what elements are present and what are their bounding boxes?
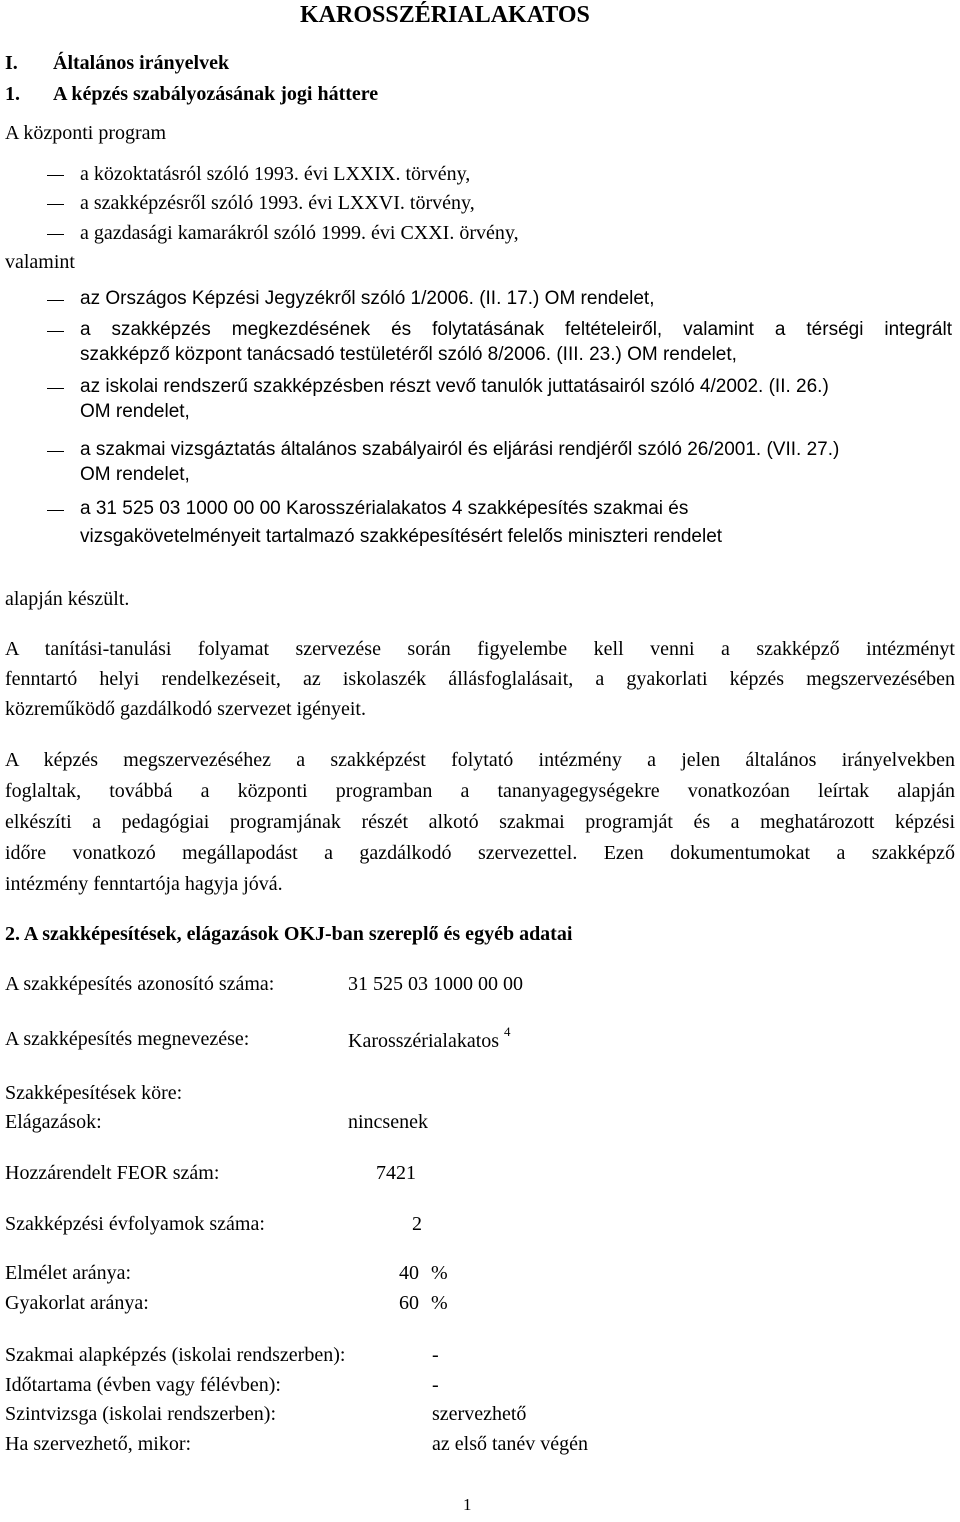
list-dash [47,175,64,176]
paragraph-1 [5,634,955,724]
field-value: nincsenek [348,1111,428,1133]
field-value: 40 [399,1262,419,1284]
field-label: A szakképesítés azonosító száma: [5,973,275,995]
field-value-text: Karosszérialakatos [348,1030,500,1052]
field-value: - [432,1374,439,1396]
field-label: Szakképzési évfolyamok száma: [5,1213,265,1235]
list-dash [47,331,64,332]
footnote-marker: 4 [504,1024,511,1040]
list-item-continuation: OM rendelet, [80,464,190,485]
field-label: Szintvizsga (iskolai rendszerben): [5,1403,277,1425]
section-number: I. [5,52,18,74]
list-dash [47,510,64,511]
field-label: Gyakorlat aránya: [5,1292,149,1314]
paragraph-line: foglaltak, továbbá a központi programban a tananyagegységekre vonatkozóan leírtak alapján [5,780,955,802]
field-label: Szakképesítések köre: [5,1082,183,1104]
list-item: a szakmai vizsgáztatás általános szabályairól és eljárási rendjéről szóló 26/2001. (VII. 27.) [80,439,840,460]
subsection-number: 1. [5,83,20,105]
percent-sign: % [431,1262,448,1284]
field-value: - [432,1344,439,1366]
paragraph-line: A képzés megszervezéséhez a szakképzést folytató intézmény a jelen általános irányelvekben [5,749,955,771]
field-value [348,1024,511,1054]
paragraph-line: időre vonatkozó megállapodást a gazdálkodó szervezettel. Ezen dokumentumokat a szakképző [5,842,955,864]
field-value: 31 525 03 1000 00 00 [348,973,523,995]
subsection-heading: A képzés szabályozásának jogi háttere [53,83,379,105]
section-2-heading: 2. A szakképesítések, elágazások OKJ-ban szereplő és egyéb adatai [5,923,573,945]
field-value: 2 [412,1213,422,1235]
valamint-text: valamint [5,251,75,273]
field-value: szervezhető [432,1403,527,1425]
paragraph-line: közreműködő gazdálkodó szervezet igényeit. [5,698,366,720]
alapjan-text: alapján készült. [5,588,130,610]
list-item-continuation: OM rendelet, [80,401,190,422]
field-label: Időtartama (évben vagy félévben): [5,1374,281,1396]
list-item-continuation: vizsgakövetelményeit tartalmazó szakképesítésért felelős miniszteri rendelet [80,526,723,547]
field-value: 60 [399,1292,419,1314]
field-label: Elmélet aránya: [5,1262,132,1284]
list-item: a 31 525 03 1000 00 00 Karosszérialakatos 4 szakképesítés szakmai és [80,498,689,519]
field-value: 7421 [376,1162,416,1184]
section-heading: Általános irányelvek [53,52,230,74]
field-label: Hozzárendelt FEOR szám: [5,1162,220,1184]
intro-text: A központi program [5,122,167,144]
document-title: KAROSSZÉRIALAKATOS [300,2,590,28]
list-dash [47,451,64,452]
percent-sign: % [431,1292,448,1314]
page-number: 1 [463,1495,472,1514]
list-item: a szakképzés megkezdésének és folytatásának feltételeiről, valamint a térségi integrált [80,319,952,340]
paragraph-2 [5,745,955,900]
list-dash [47,300,64,301]
paragraph-line: intézmény fenntartója hagyja jóvá. [5,873,283,895]
list-item: a gazdasági kamarákról szóló 1999. évi CXXI. örvény, [80,222,519,244]
field-label: A szakképesítés megnevezése: [5,1028,250,1050]
list-item: az iskolai rendszerű szakképzésben részt vevő tanulók juttatásairól szóló 4/2002. (II. 26.) [80,376,829,397]
list-item: a közoktatásról szóló 1993. évi LXXIX. törvény, [80,163,471,185]
field-label: Ha szervezhető, mikor: [5,1433,192,1455]
list-dash [47,204,64,205]
field-label: Szakmai alapképzés (iskolai rendszerben): [5,1344,346,1366]
list-item-continuation: szakképző központ tanácsadó testületéről szóló 8/2006. (III. 23.) OM rendelet, [80,344,737,365]
list-item: a szakképzésről szóló 1993. évi LXXVI. törvény, [80,192,475,214]
list-item: az Országos Képzési Jegyzékről szóló 1/2006. (II. 17.) OM rendelet, [80,288,655,309]
field-value: az első tanév végén [432,1433,589,1455]
list-dash [47,234,64,235]
list-dash [47,388,64,389]
field-label: Elágazások: [5,1111,102,1133]
paragraph-line: elkészíti a pedagógiai programjának részét alkotó szakmai programját és a meghatározott képzési [5,811,955,833]
paragraph-line: fenntartó helyi rendelkezéseit, az iskolaszék állásfoglalásait, a gyakorlati képzés megszervezésében [5,668,955,690]
paragraph-line: A tanítási-tanulási folyamat szervezése során figyelembe kell venni a szakképző intézményt [5,638,955,660]
